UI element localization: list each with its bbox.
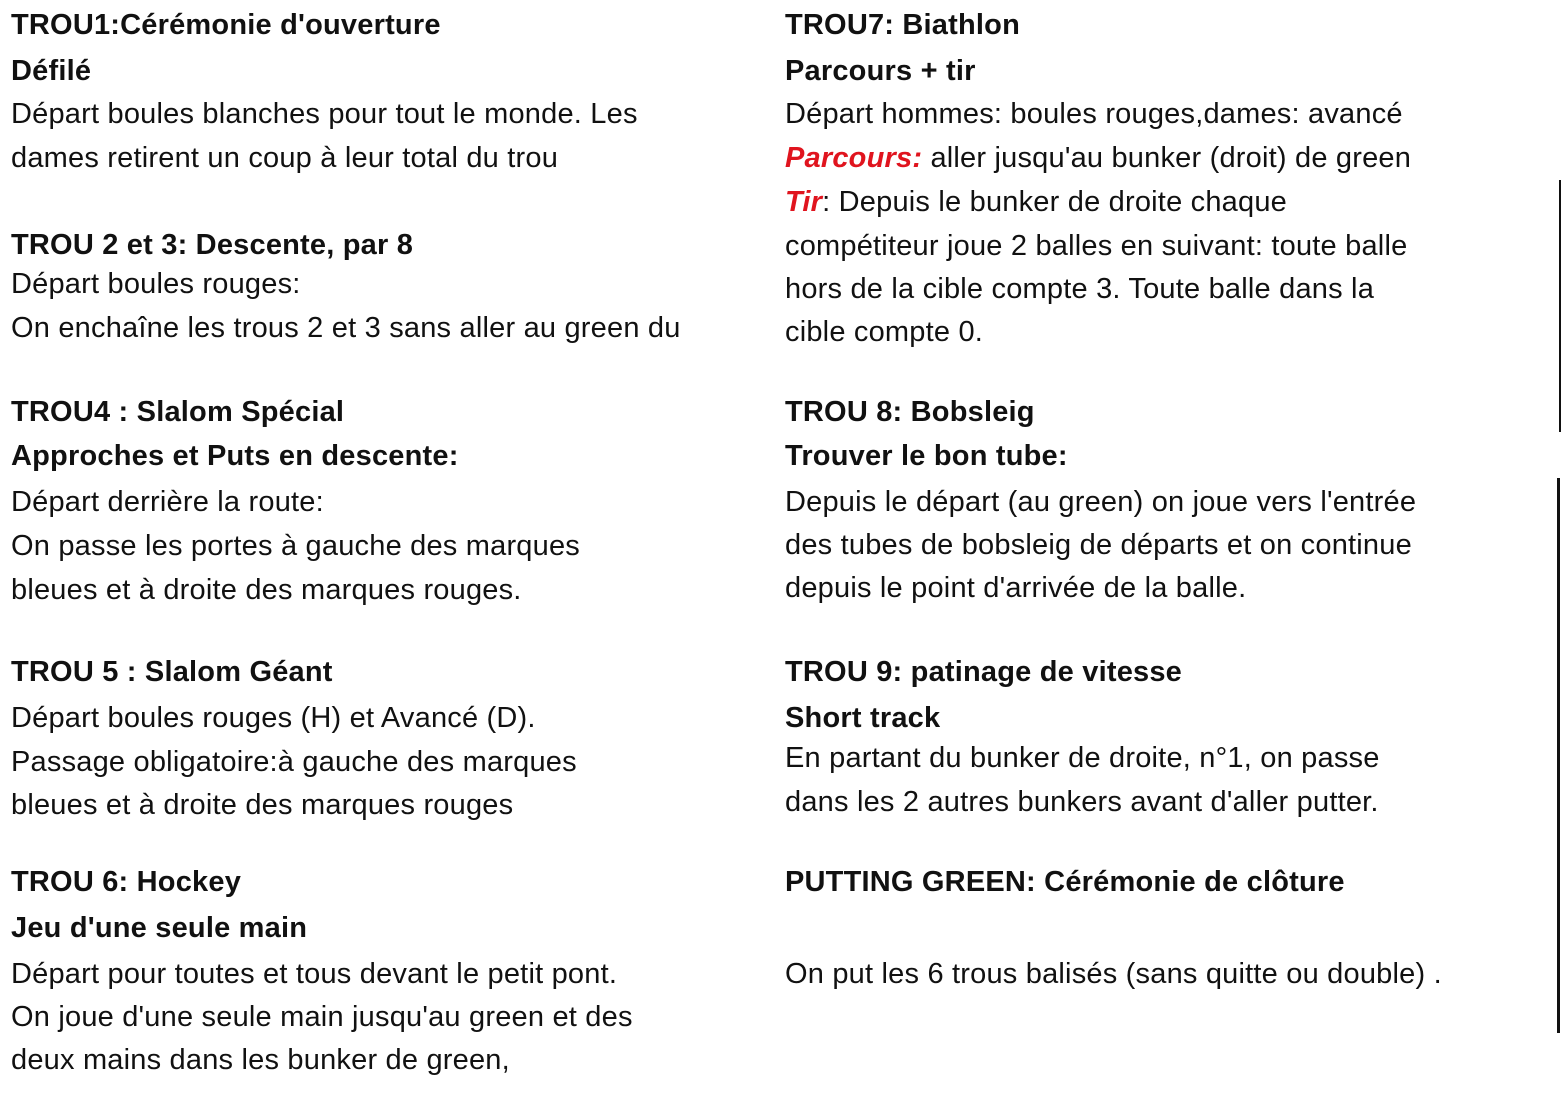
hole-5-title: TROU 5 : Slalom Géant xyxy=(11,656,333,688)
hole-8-text-line: depuis le point d'arrivée de la balle. xyxy=(785,572,1247,604)
hole-7-text-line: Départ hommes: boules rouges,dames: avancé xyxy=(785,98,1403,130)
hole-1-text-line: Départ boules blanches pour tout le monde. Les xyxy=(11,98,638,130)
hole-4-text-line: Départ derrière la route: xyxy=(11,486,324,518)
hole-7-text-line: cible compte 0. xyxy=(785,316,984,348)
hole-4-title: TROU4 : Slalom Spécial xyxy=(11,396,345,428)
hole-6-text-line: Départ pour toutes et tous devant le petit pont. xyxy=(11,958,618,990)
hole-9-text-line: En partant du bunker de droite, n°1, on passe xyxy=(785,742,1380,774)
vertical-rule xyxy=(1559,180,1561,432)
hole-8-text-line: Depuis le départ (au green) on joue vers l'entrée xyxy=(785,486,1417,518)
left-column xyxy=(0,0,776,1118)
hole-8-subtitle: Trouver le bon tube: xyxy=(785,440,1068,472)
hole-8-title: TROU 8: Bobsleig xyxy=(785,396,1035,428)
hole-7-title: TROU7: Biathlon xyxy=(785,9,1020,41)
hole-9-text-line: dans les 2 autres bunkers avant d'aller putter. xyxy=(785,786,1379,818)
hole-7-text-line: hors de la cible compte 3. Toute balle dans la xyxy=(785,273,1375,305)
hole-7-text-line xyxy=(785,185,1287,219)
tir-highlight: Tir xyxy=(785,186,823,218)
hole-6-title: TROU 6: Hockey xyxy=(11,866,242,898)
hole-2-3-text-line: Départ boules rouges: xyxy=(11,268,301,300)
hole-9-title: TROU 9: patinage de vitesse xyxy=(785,656,1183,688)
hole-6-text-line: On joue d'une seule main jusqu'au green et des xyxy=(11,1001,633,1033)
hole-7-text-line: compétiteur joue 2 balles en suivant: toute balle xyxy=(785,230,1408,262)
hole-5-text-line: bleues et à droite des marques rouges xyxy=(11,789,514,821)
hole-6-subtitle: Jeu d'une seule main xyxy=(11,912,308,944)
hole-1-text-line: dames retirent un coup à leur total du trou xyxy=(11,142,559,174)
parcours-highlight: Parcours: xyxy=(785,142,923,174)
hole-1-title: TROU1:Cérémonie d'ouverture xyxy=(11,9,441,41)
tir-text: : Depuis le bunker de droite chaque xyxy=(822,186,1287,218)
hole-4-text-line: bleues et à droite des marques rouges. xyxy=(11,574,522,606)
putting-green-text-line: On put les 6 trous balisés (sans quitte ou double) . xyxy=(785,958,1442,990)
hole-5-text-line: Passage obligatoire:à gauche des marques xyxy=(11,746,577,778)
hole-4-subtitle: Approches et Puts en descente: xyxy=(11,440,459,472)
hole-6-text-line: deux mains dans les bunker de green, xyxy=(11,1044,510,1076)
hole-7-subtitle: Parcours + tir xyxy=(785,55,976,87)
hole-8-text-line: des tubes de bobsleig de départs et on continue xyxy=(785,529,1412,561)
hole-1-subtitle: Défilé xyxy=(11,55,92,87)
hole-4-text-line: On passe les portes à gauche des marques xyxy=(11,530,580,562)
hole-7-text-line xyxy=(785,141,1411,175)
putting-green-title: PUTTING GREEN: Cérémonie de clôture xyxy=(785,866,1345,898)
hole-9-subtitle: Short track xyxy=(785,702,941,734)
parcours-text: aller jusqu'au bunker (droit) de green xyxy=(922,142,1412,174)
hole-5-text-line: Départ boules rouges (H) et Avancé (D). xyxy=(11,702,536,734)
hole-2-3-title: TROU 2 et 3: Descente, par 8 xyxy=(11,229,414,261)
hole-2-3-text-line: On enchaîne les trous 2 et 3 sans aller au green du xyxy=(11,312,681,344)
vertical-rule xyxy=(1557,478,1560,1033)
